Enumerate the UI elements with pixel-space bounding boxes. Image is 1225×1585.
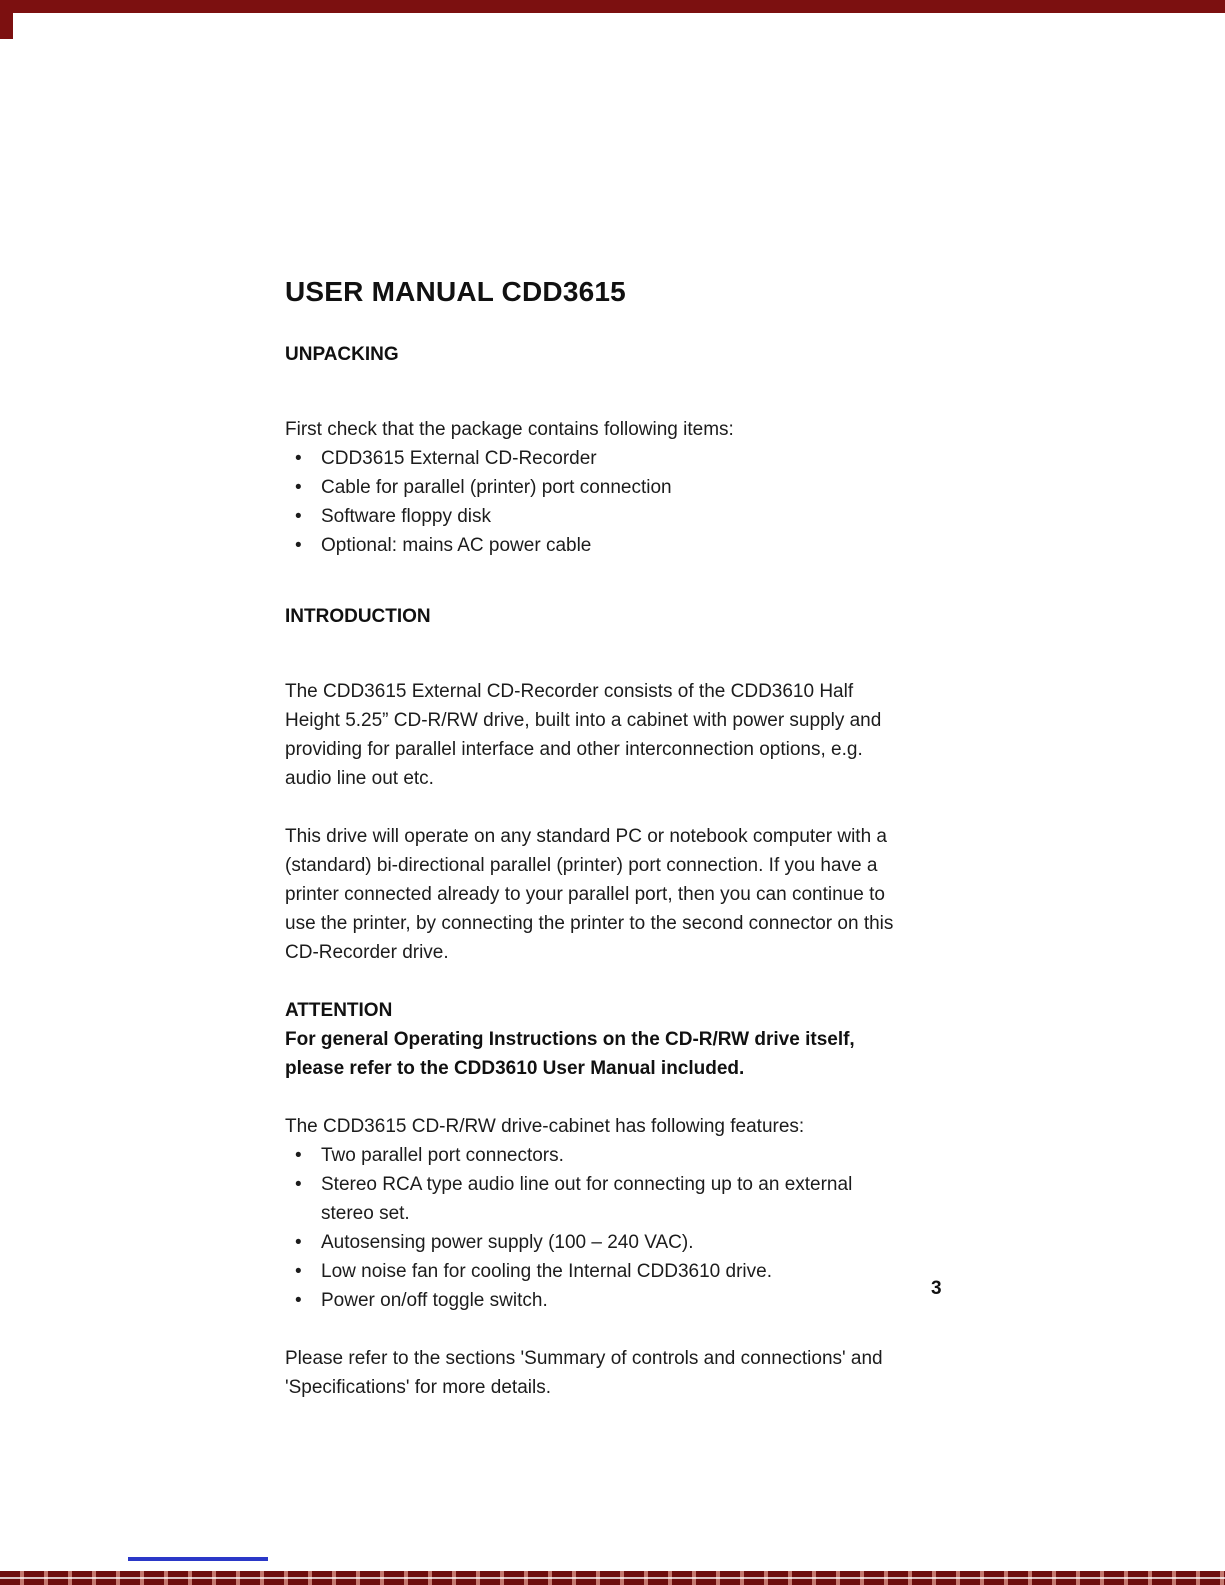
list-item: • Autosensing power supply (100 – 240 VAC). [285, 1228, 899, 1257]
list-item: • Cable for parallel (printer) port connection [285, 473, 899, 502]
document-page [285, 276, 899, 1402]
features-list [285, 1141, 899, 1315]
section-heading-unpacking: UNPACKING [285, 344, 399, 365]
page-number: 3 [931, 1278, 942, 1299]
unpacking-intro-text: First check that the package contains following items: [285, 419, 734, 440]
section-heading-introduction: INTRODUCTION [285, 606, 431, 627]
section-heading-attention: ATTENTION [285, 1000, 393, 1021]
list-item: • Stereo RCA type audio line out for connecting up to an external stereo set. [285, 1170, 899, 1228]
scan-edge-top [0, 0, 1225, 13]
scan-blue-line [128, 1557, 268, 1561]
list-item: • Two parallel port connectors. [285, 1141, 899, 1170]
closing-paragraph: Please refer to the sections 'Summary of controls and connections' and 'Specifications' for more details. [285, 1348, 883, 1398]
unpacking-item-list [285, 444, 899, 560]
scan-corner-mark [0, 13, 13, 39]
attention-bold-text: For general Operating Instructions on the CD-R/RW drive itself, please refer to the CDD3610 User Manual included. [285, 1029, 855, 1079]
features-intro-text: The CDD3615 CD-R/RW drive-cabinet has following features: [285, 1116, 805, 1137]
page-title: USER MANUAL CDD3615 [285, 276, 626, 307]
introduction-paragraph-2: This drive will operate on any standard PC or notebook computer with a (standard) bi-directional parallel (printer) port connection. If you have a printer connected already to your parallel port, then you can continue to use the printer, by connecting the printer to the second connector on this CD-Recorder drive. [285, 826, 894, 963]
attention-block [285, 996, 899, 1083]
list-item: • CDD3615 External CD-Recorder [285, 444, 899, 473]
list-item: • Low noise fan for cooling the Internal CDD3610 drive. [285, 1257, 899, 1286]
list-item: • Software floppy disk [285, 502, 899, 531]
scan-edge-bottom [0, 1571, 1225, 1585]
introduction-paragraph-1: The CDD3615 External CD-Recorder consists of the CDD3610 Half Height 5.25” CD-R/RW drive, built into a cabinet with power supply and providing for parallel interface and other interconnection options, e.g. audio line out etc. [285, 681, 882, 789]
list-item: • Optional: mains AC power cable [285, 531, 899, 560]
list-item: • Power on/off toggle switch. [285, 1286, 899, 1315]
